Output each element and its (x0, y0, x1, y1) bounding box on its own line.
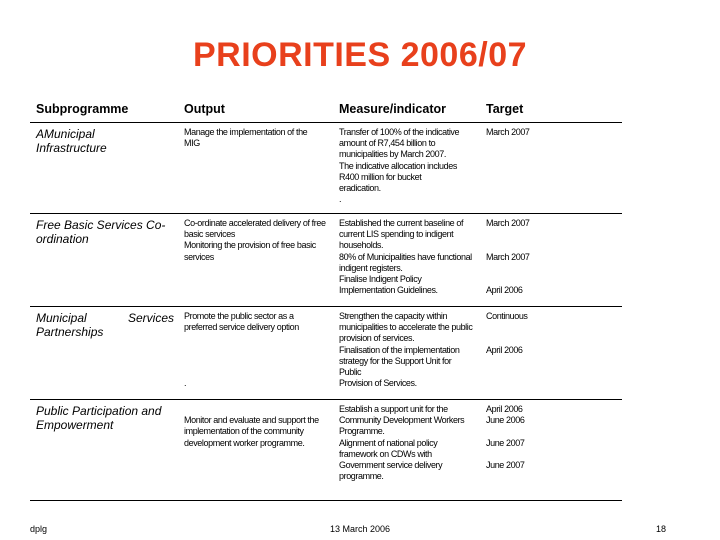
page-title: PRIORITIES 2006/07 (192, 36, 528, 74)
subprogramme-cell (30, 307, 178, 400)
measure-cell: Establish a support unit for the Community Development Workers Programme. Alignment of national policy framework on CDWs with Government service delivery programme. (333, 400, 480, 501)
table-row (30, 214, 622, 307)
measure-cell: Transfer of 100% of the indicative amount of R7,454 billion to municipalities by March 2007. The indicative allocation includes R400 million for bucket eradication. . (333, 123, 480, 214)
subprogramme-cell: Free Basic Services Co- ordination (30, 214, 178, 307)
column-header-output: Output (178, 100, 333, 123)
output-cell: Co-ordinate accelerated delivery of free basic services Monitoring the provision of free basic services (178, 214, 333, 307)
table-row (30, 400, 622, 501)
output-cell: Manage the implementation of the MIG (178, 123, 333, 214)
table-row (30, 123, 622, 214)
measure-cell: Established the current baseline of current LIS spending to indigent households. 80% of Municipalities have functional indigent registers. Finalise Indigent Policy Implementation Guidelines. (333, 214, 480, 307)
target-cell: March 2007 (480, 123, 622, 214)
output-cell: Promote the public sector as a preferred service delivery option . (178, 307, 333, 400)
target-cell: Continuous April 2006 (480, 307, 622, 400)
footer-page-number: 18 (655, 524, 666, 534)
footer-organisation: dplg (30, 524, 48, 534)
column-header-measure: Measure/indicator (333, 100, 480, 123)
footer-date: 13 March 2006 (329, 524, 391, 534)
table-header-row (30, 100, 622, 123)
subprogramme-word: Services (127, 311, 174, 325)
table-row (30, 307, 622, 400)
subprogramme-line (36, 311, 174, 325)
measure-cell: Strengthen the capacity within municipalities to accelerate the public provision of services. Finalisation of the implementation strategy for the Support Unit for Public Provision of Services. (333, 307, 480, 400)
subprogramme-word: Municipal (36, 311, 87, 325)
subprogramme-word: Partnerships (36, 325, 104, 339)
column-header-subprogramme: Subprogramme (30, 100, 178, 123)
subprogramme-cell: Public Participation and Empowerment (30, 400, 178, 501)
target-cell: April 2006 June 2006 June 2007 June 2007 (480, 400, 622, 501)
column-header-target: Target (480, 100, 622, 123)
priorities-table (30, 100, 622, 501)
target-cell: March 2007 March 2007 April 2006 (480, 214, 622, 307)
subprogramme-cell: AMunicipal Infrastructure (30, 123, 178, 214)
output-cell: Monitor and evaluate and support the implementation of the community development worker programme. (178, 400, 333, 501)
